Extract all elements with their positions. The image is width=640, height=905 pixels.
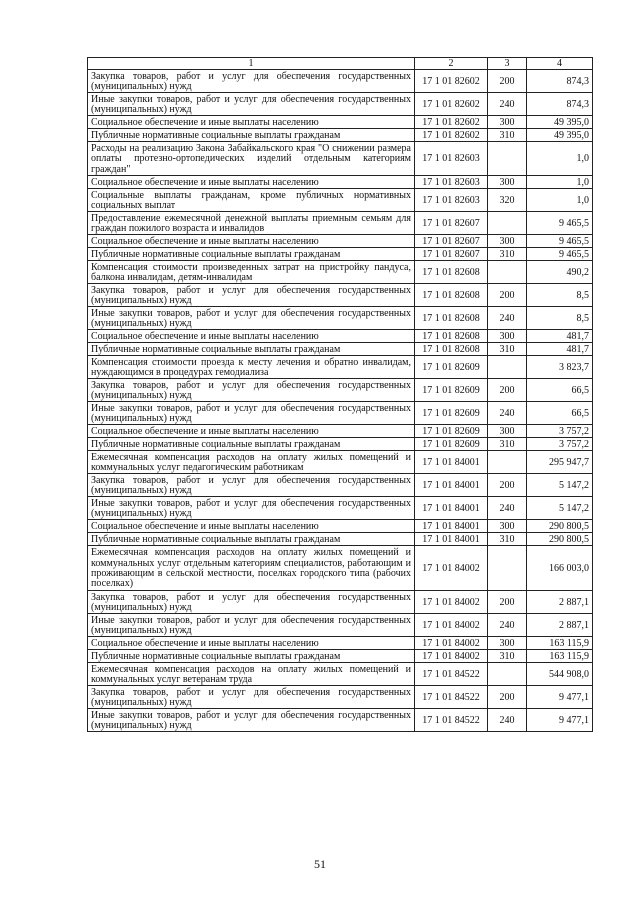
amount: 5 147,2	[527, 474, 593, 497]
expense-type-code: 240	[488, 709, 527, 732]
amount: 9 465,5	[527, 235, 593, 248]
amount: 5 147,2	[527, 497, 593, 520]
expense-type-code: 310	[488, 129, 527, 142]
amount: 49 395,0	[527, 116, 593, 129]
expense-type-code: 300	[488, 637, 527, 650]
table-row	[88, 546, 593, 591]
expense-type-code: 240	[488, 93, 527, 116]
expense-type-code: 300	[488, 520, 527, 533]
amount: 290 800,5	[527, 520, 593, 533]
amount: 9 465,5	[527, 212, 593, 235]
expense-type-code: 310	[488, 438, 527, 451]
expense-name: Иные закупки товаров, работ и услуг для обеспечения государственных (муниципальных) нужд	[88, 614, 415, 637]
target-code: 17 1 01 84002	[415, 650, 488, 663]
target-code: 17 1 01 82608	[415, 307, 488, 330]
expense-type-code: 310	[488, 533, 527, 546]
expense-type-code	[488, 261, 527, 284]
target-code: 17 1 01 82607	[415, 212, 488, 235]
expense-name: Закупка товаров, работ и услуг для обеспечения государственных (муниципальных) нужд	[88, 474, 415, 497]
expense-type-code: 300	[488, 116, 527, 129]
target-code: 17 1 01 84522	[415, 709, 488, 732]
expense-type-code: 300	[488, 176, 527, 189]
expense-type-code: 300	[488, 425, 527, 438]
expense-name: Закупка товаров, работ и услуг для обеспечения государственных (муниципальных) нужд	[88, 686, 415, 709]
target-code: 17 1 01 82609	[415, 356, 488, 379]
amount: 166 003,0	[527, 546, 593, 591]
expense-type-code: 200	[488, 686, 527, 709]
expense-type-code: 240	[488, 402, 527, 425]
table-row	[88, 176, 593, 189]
amount: 874,3	[527, 93, 593, 116]
expense-type-code: 200	[488, 284, 527, 307]
table-row	[88, 614, 593, 637]
expense-name: Социальное обеспечение и иные выплаты населению	[88, 330, 415, 343]
target-code: 17 1 01 82607	[415, 248, 488, 261]
table-row	[88, 533, 593, 546]
table-body	[88, 70, 593, 732]
header-col-1: 1	[88, 58, 415, 70]
expense-name: Ежемесячная компенсация расходов на оплату жилых помещений и коммунальных услуг отдельным категориям специалистов, работающим и проживающим в сельской местности, поселках городского типа (рабочих поселках)	[88, 546, 415, 591]
amount: 163 115,9	[527, 637, 593, 650]
target-code: 17 1 01 82602	[415, 116, 488, 129]
expense-name: Предоставление ежемесячной денежной выплаты приемным семьям для граждан пожилого возраста и инвалидов	[88, 212, 415, 235]
expense-type-code	[488, 546, 527, 591]
amount: 49 395,0	[527, 129, 593, 142]
target-code: 17 1 01 84522	[415, 686, 488, 709]
expense-name: Закупка товаров, работ и услуг для обеспечения государственных (муниципальных) нужд	[88, 591, 415, 614]
target-code: 17 1 01 84002	[415, 546, 488, 591]
expense-type-code: 300	[488, 235, 527, 248]
target-code: 17 1 01 82602	[415, 93, 488, 116]
target-code: 17 1 01 82602	[415, 129, 488, 142]
table-row	[88, 330, 593, 343]
table-row	[88, 116, 593, 129]
expense-name: Социальное обеспечение и иные выплаты населению	[88, 520, 415, 533]
expense-name: Компенсация стоимости произведенных затрат на пристройку пандуса, балкона инвалидам, детям-инвалидам	[88, 261, 415, 284]
amount: 2 887,1	[527, 591, 593, 614]
target-code: 17 1 01 82609	[415, 438, 488, 451]
table-row	[88, 438, 593, 451]
table-row	[88, 425, 593, 438]
expense-type-code: 200	[488, 591, 527, 614]
amount: 163 115,9	[527, 650, 593, 663]
expense-type-code: 310	[488, 248, 527, 261]
amount: 66,5	[527, 402, 593, 425]
target-code: 17 1 01 82609	[415, 402, 488, 425]
target-code: 17 1 01 84001	[415, 533, 488, 546]
target-code: 17 1 01 84001	[415, 520, 488, 533]
expense-type-code: 200	[488, 474, 527, 497]
table-row	[88, 591, 593, 614]
amount: 9 477,1	[527, 686, 593, 709]
header-col-2: 2	[415, 58, 488, 70]
table-row	[88, 356, 593, 379]
target-code: 17 1 01 84522	[415, 663, 488, 686]
target-code: 17 1 01 84002	[415, 614, 488, 637]
table-row	[88, 142, 593, 176]
expense-type-code	[488, 663, 527, 686]
expense-name: Иные закупки товаров, работ и услуг для обеспечения государственных (муниципальных) нужд	[88, 307, 415, 330]
table-row	[88, 189, 593, 212]
expense-type-code: 200	[488, 379, 527, 402]
table-row	[88, 637, 593, 650]
expense-name: Публичные нормативные социальные выплаты гражданам	[88, 248, 415, 261]
amount: 2 887,1	[527, 614, 593, 637]
expense-name: Расходы на реализацию Закона Забайкальского края "О снижении размера оплаты протезно-ортопедических изделий отдельным категориям граждан"	[88, 142, 415, 176]
expense-name: Социальные выплаты гражданам, кроме публичных нормативных социальных выплат	[88, 189, 415, 212]
table-header	[88, 58, 593, 70]
table-row	[88, 497, 593, 520]
amount: 8,5	[527, 307, 593, 330]
expense-name: Публичные нормативные социальные выплаты гражданам	[88, 533, 415, 546]
table-row	[88, 451, 593, 474]
expense-name: Закупка товаров, работ и услуг для обеспечения государственных (муниципальных) нужд	[88, 70, 415, 93]
table-row	[88, 284, 593, 307]
amount: 3 757,2	[527, 438, 593, 451]
target-code: 17 1 01 82609	[415, 379, 488, 402]
target-code: 17 1 01 84002	[415, 637, 488, 650]
table-row	[88, 212, 593, 235]
expense-name: Публичные нормативные социальные выплаты гражданам	[88, 438, 415, 451]
expense-name: Компенсация стоимости проезда к месту лечения и обратно инвалидам, нуждающимся в процедурах гемодиализа	[88, 356, 415, 379]
table-row	[88, 663, 593, 686]
amount: 544 908,0	[527, 663, 593, 686]
expense-name: Публичные нормативные социальные выплаты гражданам	[88, 343, 415, 356]
table-row	[88, 474, 593, 497]
target-code: 17 1 01 82608	[415, 343, 488, 356]
table-row	[88, 686, 593, 709]
table-row	[88, 70, 593, 93]
expense-type-code: 240	[488, 307, 527, 330]
amount: 290 800,5	[527, 533, 593, 546]
target-code: 17 1 01 84001	[415, 451, 488, 474]
header-row	[88, 58, 593, 70]
expense-name: Публичные нормативные социальные выплаты гражданам	[88, 650, 415, 663]
table-row	[88, 261, 593, 284]
amount: 66,5	[527, 379, 593, 402]
target-code: 17 1 01 82608	[415, 261, 488, 284]
amount: 490,2	[527, 261, 593, 284]
expense-type-code: 310	[488, 343, 527, 356]
amount: 9 465,5	[527, 248, 593, 261]
expense-type-code: 310	[488, 650, 527, 663]
amount: 9 477,1	[527, 709, 593, 732]
expense-name: Социальное обеспечение и иные выплаты населению	[88, 235, 415, 248]
table-row	[88, 379, 593, 402]
table-row	[88, 307, 593, 330]
expense-type-code	[488, 212, 527, 235]
expense-name: Ежемесячная компенсация расходов на оплату жилых помещений и коммунальных услуг ветеранам труда	[88, 663, 415, 686]
table-row	[88, 709, 593, 732]
amount: 1,0	[527, 189, 593, 212]
expense-type-code	[488, 451, 527, 474]
target-code: 17 1 01 82602	[415, 70, 488, 93]
expense-type-code: 240	[488, 614, 527, 637]
target-code: 17 1 01 82608	[415, 284, 488, 307]
amount: 481,7	[527, 330, 593, 343]
header-col-4: 4	[527, 58, 593, 70]
target-code: 17 1 01 82603	[415, 142, 488, 176]
expense-type-code: 300	[488, 330, 527, 343]
table-row	[88, 402, 593, 425]
target-code: 17 1 01 82608	[415, 330, 488, 343]
expense-name: Ежемесячная компенсация расходов на оплату жилых помещений и коммунальных услуг педагогическим работникам	[88, 451, 415, 474]
header-col-3: 3	[488, 58, 527, 70]
table-row	[88, 93, 593, 116]
budget-table	[87, 57, 593, 732]
table-row	[88, 343, 593, 356]
expense-type-code: 240	[488, 497, 527, 520]
table-row	[88, 520, 593, 533]
expense-name: Иные закупки товаров, работ и услуг для обеспечения государственных (муниципальных) нужд	[88, 709, 415, 732]
expense-name: Иные закупки товаров, работ и услуг для обеспечения государственных (муниципальных) нужд	[88, 402, 415, 425]
table-row	[88, 235, 593, 248]
target-code: 17 1 01 84001	[415, 474, 488, 497]
table-row	[88, 129, 593, 142]
amount: 874,3	[527, 70, 593, 93]
target-code: 17 1 01 84002	[415, 591, 488, 614]
target-code: 17 1 01 82607	[415, 235, 488, 248]
expense-name: Закупка товаров, работ и услуг для обеспечения государственных (муниципальных) нужд	[88, 379, 415, 402]
amount: 481,7	[527, 343, 593, 356]
amount: 3 757,2	[527, 425, 593, 438]
expense-name: Иные закупки товаров, работ и услуг для обеспечения государственных (муниципальных) нужд	[88, 497, 415, 520]
expense-name: Социальное обеспечение и иные выплаты населению	[88, 116, 415, 129]
page-number: 51	[314, 857, 326, 871]
expense-type-code	[488, 356, 527, 379]
expense-type-code: 320	[488, 189, 527, 212]
table-row	[88, 248, 593, 261]
amount: 1,0	[527, 176, 593, 189]
expense-name: Закупка товаров, работ и услуг для обеспечения государственных (муниципальных) нужд	[88, 284, 415, 307]
amount: 8,5	[527, 284, 593, 307]
expense-name: Социальное обеспечение и иные выплаты населению	[88, 176, 415, 189]
expense-type-code: 200	[488, 70, 527, 93]
expense-type-code	[488, 142, 527, 176]
expense-name: Социальное обеспечение и иные выплаты населению	[88, 637, 415, 650]
expense-name: Иные закупки товаров, работ и услуг для обеспечения государственных (муниципальных) нужд	[88, 93, 415, 116]
expense-name: Публичные нормативные социальные выплаты гражданам	[88, 129, 415, 142]
target-code: 17 1 01 82603	[415, 176, 488, 189]
expense-name: Социальное обеспечение и иные выплаты населению	[88, 425, 415, 438]
amount: 3 823,7	[527, 356, 593, 379]
table-row	[88, 650, 593, 663]
amount: 1,0	[527, 142, 593, 176]
amount: 295 947,7	[527, 451, 593, 474]
target-code: 17 1 01 84001	[415, 497, 488, 520]
target-code: 17 1 01 82609	[415, 425, 488, 438]
target-code: 17 1 01 82603	[415, 189, 488, 212]
